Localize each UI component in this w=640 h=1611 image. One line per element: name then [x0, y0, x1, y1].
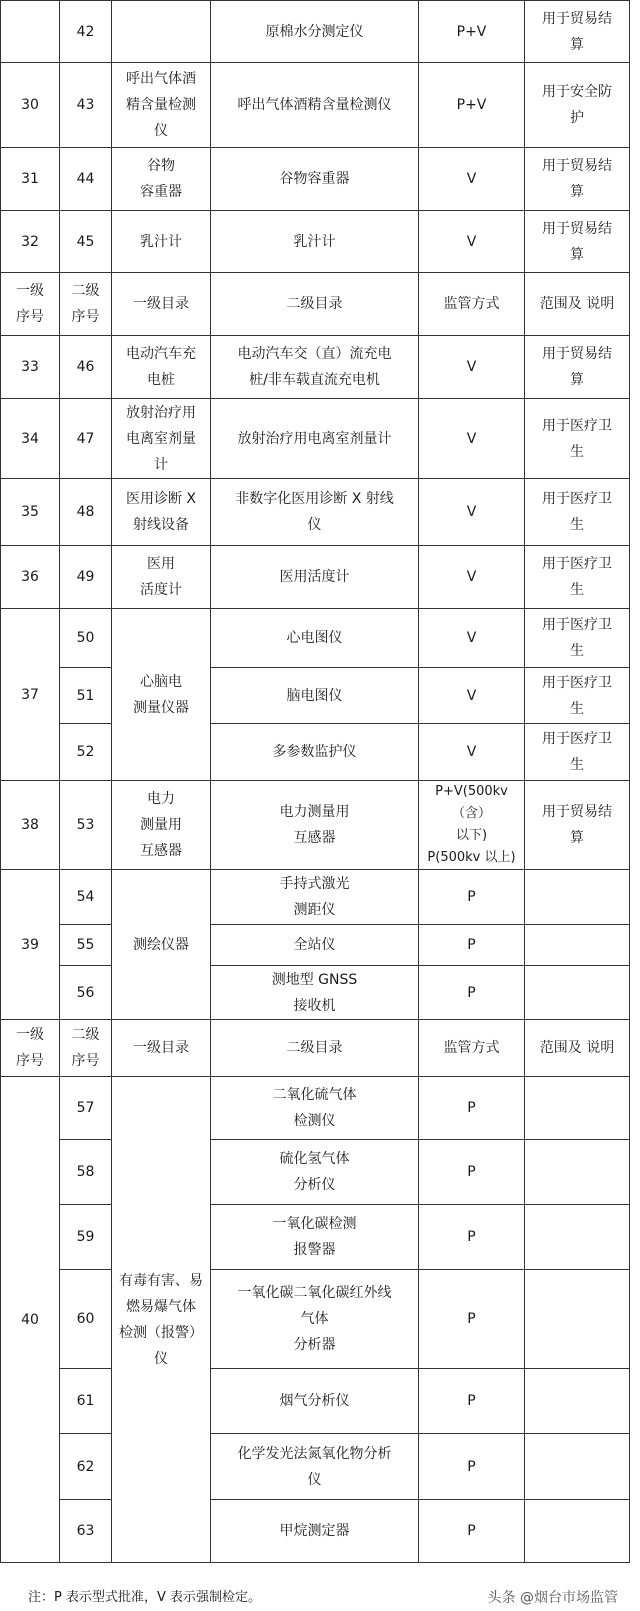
cell: 硫化氢气体 分析仪	[211, 1140, 419, 1205]
cell: 用于贸易结 算	[525, 211, 630, 273]
cell: P	[419, 1077, 525, 1140]
table-row	[1, 479, 630, 546]
cell: 53	[60, 781, 112, 870]
cell: 50	[60, 609, 112, 668]
cell: 电动汽车交（直）流充电 桩/非车载直流充电机	[211, 336, 419, 399]
cell: P	[419, 925, 525, 966]
cell: 电力测量用 互感器	[211, 781, 419, 870]
cell: 61	[60, 1369, 112, 1434]
cell: 59	[60, 1205, 112, 1270]
cell: 55	[60, 925, 112, 966]
cell: 呼出气体酒 精含量检测 仪	[112, 63, 211, 148]
cell: P	[419, 1369, 525, 1434]
header-row	[1, 1020, 630, 1077]
cell: 呼出气体酒精含量检测仪	[211, 63, 419, 148]
cell: 用于贸易结 算	[525, 336, 630, 399]
table-row	[1, 1077, 630, 1140]
cell: 用于贸易结 算	[525, 781, 630, 870]
cell: P	[419, 1270, 525, 1369]
table-row	[1, 1140, 630, 1205]
cell: 31	[1, 148, 60, 211]
cell	[525, 1270, 630, 1369]
table-row	[1, 925, 630, 966]
cell: 44	[60, 148, 112, 211]
cell: 医用活度计	[211, 546, 419, 609]
table-row	[1, 1369, 630, 1434]
cell: 甲烷测定器	[211, 1500, 419, 1563]
cell: 医用 活度计	[112, 546, 211, 609]
table-row	[1, 781, 630, 870]
cell: 用于医疗卫 生	[525, 724, 630, 781]
cell: 32	[1, 211, 60, 273]
cell: 原棉水分测定仪	[211, 1, 419, 63]
cell: 45	[60, 211, 112, 273]
cell: 52	[60, 724, 112, 781]
cell: P	[419, 870, 525, 925]
cell: 43	[60, 63, 112, 148]
cell: 42	[60, 1, 112, 63]
cell: 放射治疗用 电离室剂量 计	[112, 399, 211, 479]
header-cell: 二级 序号	[60, 1020, 112, 1077]
header-cell: 二级目录	[211, 273, 419, 336]
cell: 用于贸易结 算	[525, 1, 630, 63]
cell: V	[419, 724, 525, 781]
header-cell: 范围及 说明	[525, 273, 630, 336]
cell: 47	[60, 399, 112, 479]
cell	[525, 1500, 630, 1563]
cell: 62	[60, 1434, 112, 1500]
header-cell: 一级目录	[112, 273, 211, 336]
header-cell: 一级目录	[112, 1020, 211, 1077]
cell: 51	[60, 668, 112, 724]
cell: V	[419, 668, 525, 724]
cell	[525, 1369, 630, 1434]
cell	[525, 1140, 630, 1205]
cell: 用于安全防 护	[525, 63, 630, 148]
cell: 非数字化医用诊断 X 射线 仪	[211, 479, 419, 546]
cell: 心电图仪	[211, 609, 419, 668]
cell: 放射治疗用电离室剂量计	[211, 399, 419, 479]
cell: V	[419, 211, 525, 273]
cell: P+V	[419, 1, 525, 63]
table-row	[1, 399, 630, 479]
cell	[525, 870, 630, 925]
header-cell: 二级目录	[211, 1020, 419, 1077]
cell: 35	[1, 479, 60, 546]
footnote: 注：P 表示型式批准，V 表示强制检定。	[28, 1590, 261, 1605]
cell: 63	[60, 1500, 112, 1563]
cell: 用于医疗卫 生	[525, 479, 630, 546]
cell: 心脑电 测量仪器	[112, 609, 211, 781]
cell: P+V(500kv（含） 以下) P(500kv 以上)	[419, 781, 525, 870]
watermark: 头条 @烟台市场监管	[487, 1590, 618, 1606]
table-row	[1, 1205, 630, 1270]
table-row	[1, 724, 630, 781]
cell: 全站仪	[211, 925, 419, 966]
cell: P+V	[419, 63, 525, 148]
header-cell: 范围及 说明	[525, 1020, 630, 1077]
cell: 手持式激光 测距仪	[211, 870, 419, 925]
cell: P	[419, 966, 525, 1020]
table-row	[1, 966, 630, 1020]
cell	[525, 925, 630, 966]
table-row	[1, 870, 630, 925]
header-cell: 一级 序号	[1, 1020, 60, 1077]
cell: 30	[1, 63, 60, 148]
cell: 36	[1, 546, 60, 609]
header-row	[1, 273, 630, 336]
cell: 谷物 容重器	[112, 148, 211, 211]
header-cell: 二级 序号	[60, 273, 112, 336]
cell: 60	[60, 1270, 112, 1369]
cell: 用于医疗卫 生	[525, 546, 630, 609]
cell: 测地型 GNSS 接收机	[211, 966, 419, 1020]
cell: 一氧化碳检测 报警器	[211, 1205, 419, 1270]
cell: 40	[1, 1077, 60, 1563]
table-row	[1, 211, 630, 273]
table-row	[1, 1434, 630, 1500]
cell: 用于医疗卫 生	[525, 609, 630, 668]
cell: 医用诊断 X 射线设备	[112, 479, 211, 546]
cell: V	[419, 399, 525, 479]
cell: 用于贸易结 算	[525, 148, 630, 211]
table-row	[1, 609, 630, 668]
header-cell: 监管方式	[419, 1020, 525, 1077]
cell: 37	[1, 609, 60, 781]
cell: 56	[60, 966, 112, 1020]
table-row	[1, 148, 630, 211]
cell: 有毒有害、易 燃易爆气体 检测（报警） 仪	[112, 1077, 211, 1563]
cell: 48	[60, 479, 112, 546]
cell: 用于医疗卫 生	[525, 668, 630, 724]
cell: 33	[1, 336, 60, 399]
cell: 多参数监护仪	[211, 724, 419, 781]
cell: 谷物容重器	[211, 148, 419, 211]
cell: P	[419, 1205, 525, 1270]
cell: 54	[60, 870, 112, 925]
cell: V	[419, 479, 525, 546]
header-cell: 监管方式	[419, 273, 525, 336]
table-row	[1, 1500, 630, 1563]
cell: 乳汁计	[112, 211, 211, 273]
table-row	[1, 1, 630, 63]
cell: P	[419, 1500, 525, 1563]
cell: P	[419, 1434, 525, 1500]
cell: 39	[1, 870, 60, 1020]
cell	[525, 1077, 630, 1140]
cell	[525, 1205, 630, 1270]
cell: V	[419, 336, 525, 399]
cell: P	[419, 1140, 525, 1205]
cell	[525, 1434, 630, 1500]
table-row	[1, 546, 630, 609]
cell: 二氧化硫气体 检测仪	[211, 1077, 419, 1140]
table-row	[1, 668, 630, 724]
table-row	[1, 1270, 630, 1369]
cell: 38	[1, 781, 60, 870]
table-row	[1, 336, 630, 399]
cell: 乳汁计	[211, 211, 419, 273]
cell: 化学发光法氮氧化物分析 仪	[211, 1434, 419, 1500]
cell: V	[419, 546, 525, 609]
header-cell: 一级 序号	[1, 273, 60, 336]
cell: 脑电图仪	[211, 668, 419, 724]
cell: 测绘仪器	[112, 870, 211, 1020]
cell: 34	[1, 399, 60, 479]
cell: 58	[60, 1140, 112, 1205]
cell: 57	[60, 1077, 112, 1140]
cell	[112, 1, 211, 63]
cell	[525, 966, 630, 1020]
cell: 烟气分析仪	[211, 1369, 419, 1434]
cell: V	[419, 609, 525, 668]
cell: 用于医疗卫 生	[525, 399, 630, 479]
cell: 49	[60, 546, 112, 609]
table-row	[1, 63, 630, 148]
cell: 46	[60, 336, 112, 399]
cell: V	[419, 148, 525, 211]
cell: 电动汽车充 电桩	[112, 336, 211, 399]
cell: 一氧化碳二氧化碳红外线 气体 分析器	[211, 1270, 419, 1369]
cell: 电力 测量用 互感器	[112, 781, 211, 870]
cell	[1, 1, 60, 63]
